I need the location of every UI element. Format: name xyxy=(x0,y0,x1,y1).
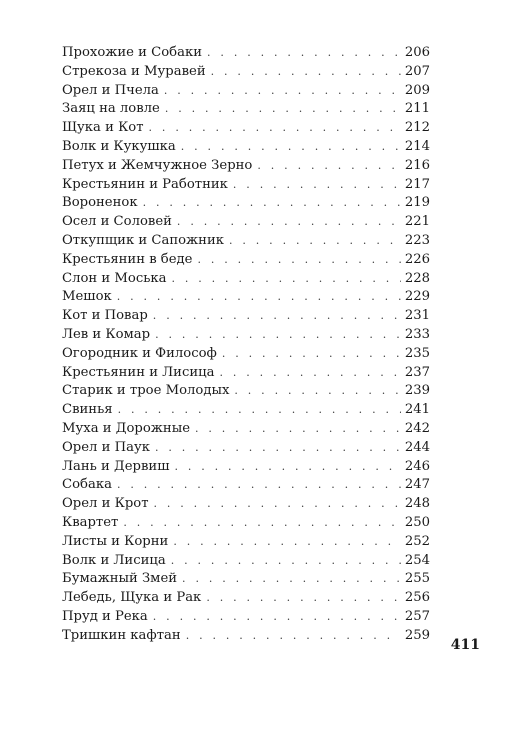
dot-leader xyxy=(143,194,401,213)
toc-entry-title: Пруд и Река xyxy=(62,608,148,624)
toc-entry xyxy=(62,364,430,383)
toc-entry xyxy=(62,326,430,345)
toc-entry xyxy=(62,345,430,364)
toc-entry-page: 254 xyxy=(404,552,430,568)
toc-entry-title: Листы и Корни xyxy=(62,533,169,549)
toc-entry-page: 221 xyxy=(404,214,430,230)
toc-entry-title: Прохожие и Собаки xyxy=(62,45,203,60)
toc-entry-page: 256 xyxy=(404,590,430,606)
toc-entry-page: 246 xyxy=(404,458,430,474)
toc-entry-page: 217 xyxy=(404,176,430,192)
dot-leader xyxy=(117,288,401,307)
dot-leader xyxy=(181,138,401,157)
dot-leader xyxy=(220,364,401,383)
toc-entry-page: 209 xyxy=(404,82,430,98)
toc-entry-title: Волк и Кукушка xyxy=(62,138,176,154)
dot-leader xyxy=(171,270,400,289)
toc-entry xyxy=(62,157,430,176)
dot-leader xyxy=(165,100,401,119)
toc-entry xyxy=(62,232,430,251)
toc-entry xyxy=(62,82,430,101)
toc-entry-title: Старик и трое Молодых xyxy=(62,383,230,399)
toc-entry-page: 235 xyxy=(404,345,430,361)
toc-entry-title: Огородник и Философ xyxy=(62,345,217,361)
toc-entry-page: 239 xyxy=(404,383,430,399)
toc-entry-title: Орел и Паук xyxy=(62,439,150,455)
dot-leader xyxy=(257,157,400,176)
toc-entry-page: 219 xyxy=(404,195,430,211)
toc-entry xyxy=(62,251,430,270)
toc-entry xyxy=(62,420,430,439)
toc-entry-title: Крестьянин и Лисица xyxy=(62,364,215,380)
toc-entry xyxy=(62,307,430,326)
toc-entry-page: 252 xyxy=(404,533,430,549)
table-of-contents xyxy=(62,44,430,646)
dot-leader xyxy=(174,458,400,477)
toc-entry-page: 228 xyxy=(404,270,430,286)
toc-entry xyxy=(62,514,430,533)
toc-entry-page: 244 xyxy=(404,439,430,455)
toc-entry-page: 223 xyxy=(404,232,430,248)
toc-entry xyxy=(62,44,430,63)
toc-entry-title: Заяц на ловле xyxy=(62,101,160,117)
toc-entry xyxy=(62,589,430,608)
dot-leader xyxy=(211,63,401,82)
dot-leader xyxy=(118,401,401,420)
dot-leader xyxy=(171,552,401,571)
toc-entry-title: Щука и Кот xyxy=(62,120,144,136)
toc-entry-title: Лань и Дервиш xyxy=(62,458,170,474)
toc-entry-page: 231 xyxy=(404,308,430,324)
toc-entry-title: Откупщик и Сапожник xyxy=(62,232,224,248)
toc-entry xyxy=(62,119,430,138)
toc-entry-title: Бумажный Змей xyxy=(62,571,178,587)
toc-entry-title: Крестьянин и Работник xyxy=(62,176,228,192)
dot-leader xyxy=(153,608,401,627)
toc-entry-page: 229 xyxy=(404,289,430,305)
toc-entry xyxy=(62,288,430,307)
toc-entry xyxy=(62,533,430,552)
dot-leader xyxy=(234,382,400,401)
toc-entry-title: Мешок xyxy=(62,289,112,305)
toc-entry xyxy=(62,552,430,571)
toc-entry xyxy=(62,627,430,646)
toc-entry-page: 250 xyxy=(404,514,430,530)
toc-entry-title: Волк и Лисица xyxy=(62,552,166,568)
page-number: 411 xyxy=(450,637,480,653)
dot-leader xyxy=(197,251,400,270)
toc-entry-page: 206 xyxy=(404,45,430,60)
toc-entry-title: Квартет xyxy=(62,514,119,530)
toc-entry xyxy=(62,194,430,213)
dot-leader xyxy=(177,213,401,232)
dot-leader xyxy=(117,476,401,495)
toc-entry xyxy=(62,138,430,157)
toc-entry-title: Стрекоза и Муравей xyxy=(62,63,206,79)
dot-leader xyxy=(186,627,401,646)
dot-leader xyxy=(155,326,401,345)
dot-leader xyxy=(222,345,401,364)
toc-entry xyxy=(62,608,430,627)
toc-entry xyxy=(62,476,430,495)
toc-entry-page: 237 xyxy=(404,364,430,380)
dot-leader xyxy=(206,589,401,608)
toc-entry-page: 241 xyxy=(404,402,430,418)
dot-leader xyxy=(229,232,401,251)
dot-leader xyxy=(123,514,400,533)
toc-entry-title: Орел и Крот xyxy=(62,496,149,512)
toc-entry-title: Крестьянин в беде xyxy=(62,251,193,267)
toc-entry-title: Лебедь, Щука и Рак xyxy=(62,590,202,606)
toc-entry-page: 207 xyxy=(404,63,430,79)
toc-entry-title: Свинья xyxy=(62,402,113,418)
toc-entry-page: 211 xyxy=(404,101,430,117)
toc-entry xyxy=(62,63,430,82)
toc-entry-title: Лев и Комар xyxy=(62,326,151,342)
dot-leader xyxy=(182,570,401,589)
toc-entry xyxy=(62,176,430,195)
toc-entry xyxy=(62,570,430,589)
toc-entry-page: 216 xyxy=(404,157,430,173)
toc-entry xyxy=(62,495,430,514)
toc-entry-title: Орел и Пчела xyxy=(62,82,159,98)
dot-leader xyxy=(207,44,401,63)
dot-leader xyxy=(164,82,401,101)
toc-entry-title: Кот и Повар xyxy=(62,308,148,324)
toc-entry-page: 247 xyxy=(404,477,430,493)
toc-entry-title: Муха и Дорожные xyxy=(62,420,190,436)
toc-entry-page: 212 xyxy=(404,120,430,136)
toc-entry-title: Петух и Жемчужное Зерно xyxy=(62,157,253,173)
toc-entry xyxy=(62,270,430,289)
toc-entry-page: 226 xyxy=(404,251,430,267)
toc-entry xyxy=(62,213,430,232)
toc-entry xyxy=(62,100,430,119)
toc-entry-page: 214 xyxy=(404,138,430,154)
dot-leader xyxy=(154,495,401,514)
dot-leader xyxy=(195,420,401,439)
dot-leader xyxy=(153,307,401,326)
toc-entry-page: 255 xyxy=(404,571,430,587)
toc-entry-page: 233 xyxy=(404,326,430,342)
toc-entry-page: 257 xyxy=(404,608,430,624)
dot-leader xyxy=(149,119,401,138)
toc-entry-title: Слон и Моська xyxy=(62,270,167,286)
toc-entry-page: 242 xyxy=(404,420,430,436)
toc-entry-title: Вороненок xyxy=(62,195,138,211)
dot-leader xyxy=(155,439,401,458)
toc-entry-title: Тришкин кафтан xyxy=(62,627,181,643)
toc-entry xyxy=(62,439,430,458)
toc-entry-page: 259 xyxy=(404,627,430,643)
toc-entry xyxy=(62,401,430,420)
dot-leader xyxy=(233,176,401,195)
toc-entry-title: Осел и Соловей xyxy=(62,214,172,230)
toc-entry xyxy=(62,382,430,401)
toc-entry-page: 248 xyxy=(404,496,430,512)
toc-entry xyxy=(62,458,430,477)
toc-entry-title: Собака xyxy=(62,477,112,493)
dot-leader xyxy=(173,533,401,552)
